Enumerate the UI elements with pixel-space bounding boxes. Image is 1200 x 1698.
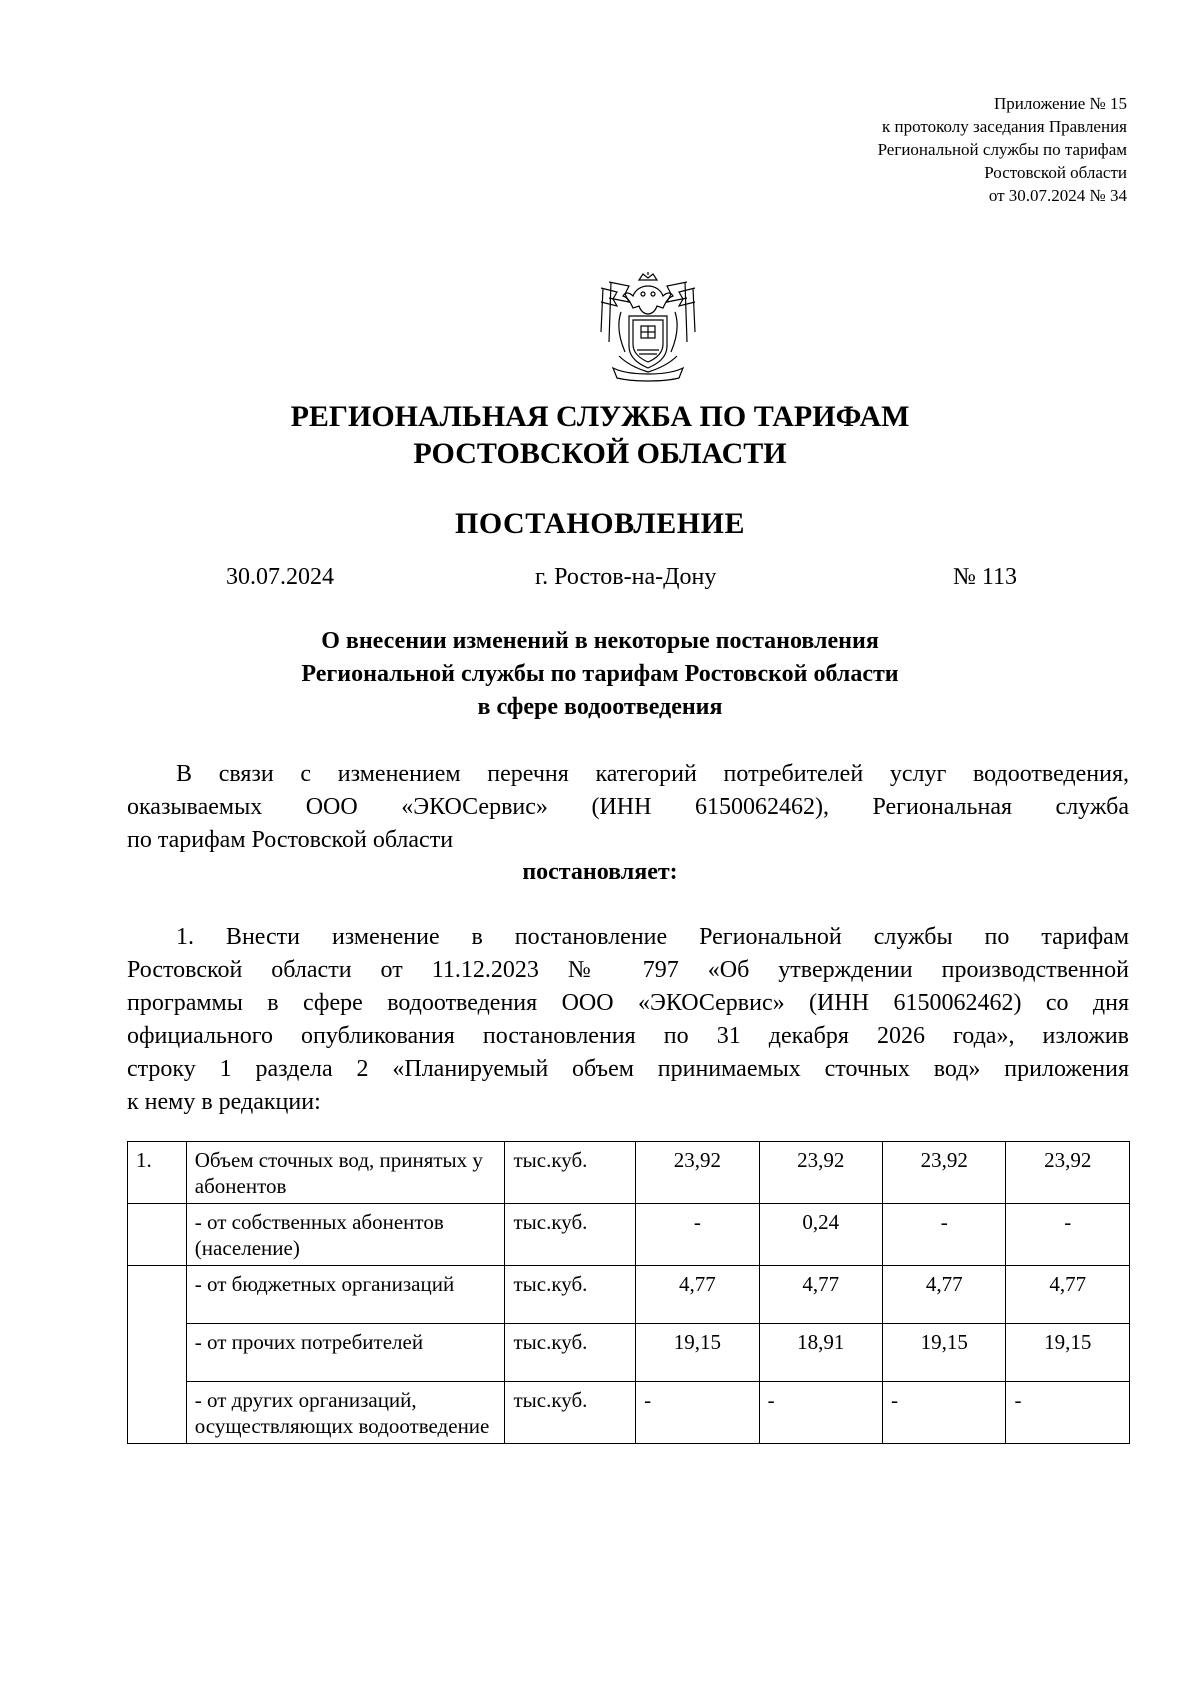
preamble-paragraph (127, 758, 1129, 857)
table-cell-name: - от собственных абонентов (население) (186, 1204, 505, 1266)
table-cell-value: 23,92 (883, 1142, 1006, 1204)
table-cell-value: - (883, 1382, 1006, 1444)
table-cell-number (128, 1324, 187, 1382)
item-1-paragraph (127, 921, 1129, 1119)
table-cell-value: - (883, 1204, 1006, 1266)
document-subject (0, 625, 1200, 724)
table-cell-value: 18,91 (759, 1324, 882, 1382)
document-requisites (0, 561, 1200, 593)
organization-name-line: РЕГИОНАЛЬНАЯ СЛУЖБА ПО ТАРИФАМ (290, 400, 910, 433)
table-cell-number: 1. (128, 1142, 187, 1204)
table-row (128, 1204, 1130, 1266)
item-1-line: Ростовской области от 11.12.2023 № 797 «Об утверждении производственной (127, 957, 1129, 983)
table-cell-value: 4,77 (883, 1266, 1006, 1324)
document-city: г. Ростов-на-Дону (535, 564, 717, 590)
table-row (128, 1324, 1130, 1382)
table-cell-unit: тыс.куб. (505, 1204, 636, 1266)
table-cell-value: 23,92 (1006, 1142, 1130, 1204)
appendix-note (878, 92, 1127, 207)
subject-line: О внесении изменений в некоторые постановления (321, 628, 879, 654)
resolve-word: постановляет: (522, 859, 678, 885)
table-row (128, 1266, 1130, 1324)
table-cell-unit: тыс.куб. (505, 1324, 636, 1382)
subject-line: Региональной службы по тарифам Ростовской области (301, 661, 899, 687)
item-1-line: к нему в редакции: (127, 1089, 321, 1115)
table-row (128, 1142, 1130, 1204)
item-1-line: официального опубликования постановления по 31 декабря 2026 года», изложив (127, 1023, 1129, 1049)
table-cell-name: - от бюджетных организаций (186, 1266, 505, 1324)
table-cell-number (128, 1266, 187, 1324)
table-cell-value: 19,15 (883, 1324, 1006, 1382)
table-cell-value: 19,15 (1006, 1324, 1130, 1382)
table-cell-unit: тыс.куб. (505, 1382, 636, 1444)
item-1-line: строку 1 раздела 2 «Планируемый объем принимаемых сточных вод» приложения (127, 1056, 1129, 1082)
table-cell-number (128, 1382, 187, 1444)
table-cell-value: - (636, 1382, 759, 1444)
table-cell-unit: тыс.куб. (505, 1266, 636, 1324)
table-cell-name: Объем сточных вод, принятых у абонентов (186, 1142, 505, 1204)
subject-line: в сфере водоотведения (477, 694, 723, 720)
table-cell-value: 0,24 (759, 1204, 882, 1266)
document-date: 30.07.2024 (226, 564, 334, 590)
table-cell-value: 4,77 (759, 1266, 882, 1324)
table-cell-value: 23,92 (636, 1142, 759, 1204)
table-cell-value: - (759, 1382, 882, 1444)
organization-name-line: РОСТОВСКОЙ ОБЛАСТИ (413, 437, 787, 470)
table-cell-value: 23,92 (759, 1142, 882, 1204)
preamble-line: по тарифам Ростовской области (127, 827, 454, 853)
table-cell-value: 19,15 (636, 1324, 759, 1382)
table-cell-value: - (636, 1204, 759, 1266)
table-cell-value: - (1006, 1204, 1130, 1266)
table-cell-unit: тыс.куб. (505, 1142, 636, 1204)
wastewater-volume-table (127, 1141, 1130, 1444)
table-row (128, 1382, 1130, 1444)
appendix-line: Приложение № 15 (994, 94, 1127, 113)
appendix-line: к протоколу заседания Правления (882, 117, 1127, 136)
table-cell-value: - (1006, 1382, 1130, 1444)
table-cell-name: - от прочих потребителей (186, 1324, 505, 1382)
table-cell-name: - от других организаций, осуществляющих водоотведение (186, 1382, 505, 1444)
rostov-oblast-coat-of-arms-icon (599, 272, 697, 382)
appendix-line: Региональной службы по тарифам (877, 140, 1127, 159)
item-1-line: 1. Внести изменение в постановление Региональной службы по тарифам (176, 924, 1129, 950)
preamble-line: В связи с изменением перечня категорий потребителей услуг водоотведения, (176, 761, 1129, 787)
item-1-line: программы в сфере водоотведения ООО «ЭКОСервис» (ИНН 6150062462) со дня (127, 990, 1129, 1016)
preamble-line: оказываемых ООО «ЭКОСервис» (ИНН 6150062462), Региональная служба (127, 794, 1129, 820)
appendix-line: от 30.07.2024 № 34 (988, 186, 1127, 205)
appendix-line: Ростовской области (984, 163, 1127, 182)
organization-name (0, 398, 1200, 472)
table-cell-number (128, 1204, 187, 1266)
document-type: ПОСТАНОВЛЕНИЕ (455, 507, 745, 540)
table-cell-value: 4,77 (636, 1266, 759, 1324)
table-cell-value: 4,77 (1006, 1266, 1130, 1324)
document-number: № 113 (953, 564, 1018, 590)
